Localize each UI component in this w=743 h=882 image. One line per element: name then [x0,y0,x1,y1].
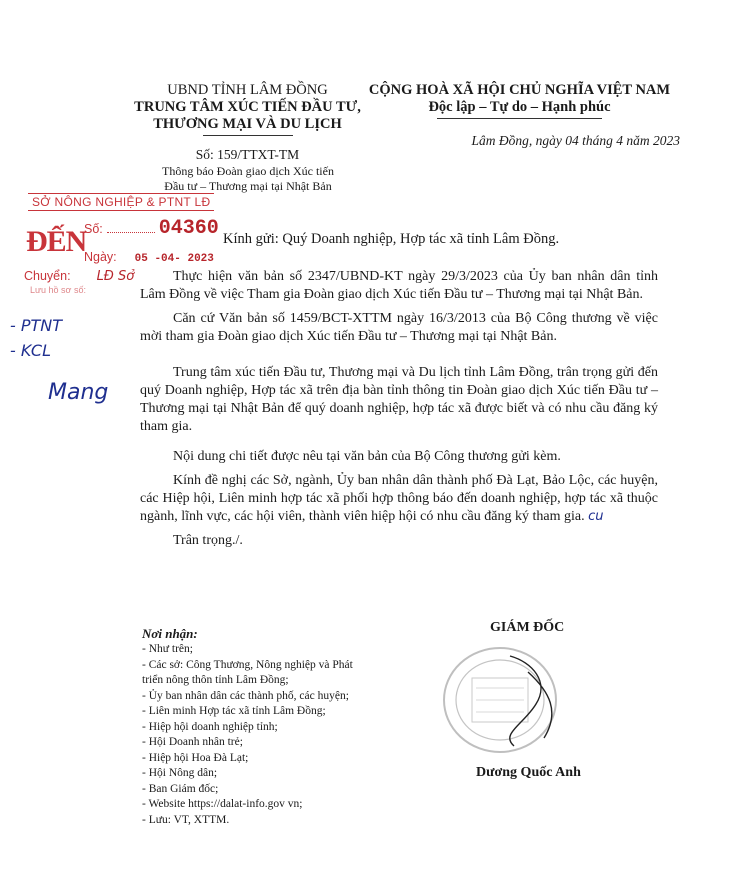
issuer-name-line1: TRUNG TÂM XÚC TIẾN ĐẦU TƯ, [134,99,361,115]
stamp-organization: SỞ NÔNG NGHIỆP & PTNT LĐ [28,193,214,211]
recipient-item: - Liên minh Hợp tác xã tỉnh Lâm Đồng; [142,705,326,717]
body-paragraph-1: Thực hiện văn bản số 2347/UBND-KT ngày 29/3/2023 của Ủy ban nhân dân tỉnh Lâm Đồng về việc Tham gia Đoàn giao dịch Xúc tiến Đầu tư – Thương mại tại Nhật Bản. [140,269,658,302]
director-title: GIÁM ĐỐC [490,620,565,635]
recipient-item: - Ủy ban nhân dân các thành phố, các huyện; [142,689,349,702]
body-paragraph-3: Trung tâm xúc tiến Đầu tư, Thương mại và Du lịch tỉnh Lâm Đồng, trân trọng gửi đến quý Doanh nghiệp, Hợp tác xã trên địa bàn tỉnh thông tin Đoàn giao dịch Xúc tiến Đầu tư – Thương mại tại Nhật Bản để quý doanh nghiệp, hợp tác xã được biết và có nhu cầu đăng ký tham gia. [140,365,658,434]
recipient-item: - Ban Giám đốc; [142,782,219,795]
recipient-item: - Các sở: Công Thương, Nông nghiệp và Phát [142,658,353,671]
stamp-den: ĐẾN [26,225,87,258]
recipient-item: - Lưu: VT, XTTM. [142,813,230,826]
stamp-date-row [84,248,214,266]
recipients-list [142,642,412,828]
recipient-item: - Hội Doanh nhân trẻ; [142,736,243,748]
greeting-line: Kính gửi: Quý Doanh nghiệp, Hợp tác xã tỉnh Lâm Đồng. [223,231,560,247]
recipient-item: - Hiệp hội Hoa Đà Lạt; [142,751,249,764]
national-header [362,82,677,119]
handwritten-note-2: - KCL [10,341,52,360]
stamp-forward-value: LĐ Sở [96,269,135,284]
stamp-forward-label: Chuyển: [24,269,71,283]
subject-line-1: Thông báo Đoàn giao dịch Xúc tiến [162,164,334,178]
document-number: Số: 159/TTXT-TM [195,147,300,162]
issuer-province: UBND TỈNH LÂM ĐỒNG [167,82,328,98]
body-paragraph-5 [140,472,658,526]
stamp-number-row [84,217,219,240]
national-motto: Độc lập – Tự do – Hạnh phúc [428,99,611,115]
document-date: Lâm Đồng, ngày 04 tháng 4 năm 2023 [471,133,680,148]
recipient-item: triển nông thôn tỉnh Lâm Đồng; [142,674,289,686]
stamp-number-value: 04360 [158,217,219,240]
recipient-item: - Hội Nông dân; [142,767,218,779]
recipient-item: - Như trên; [142,643,193,655]
closing-line: Trân trọng./. [173,533,243,548]
motto-underline [437,118,602,119]
issuer-header [125,82,370,136]
document-subject [128,164,368,194]
signer-name: Dương Quốc Anh [476,765,581,780]
national-title: CỘNG HOÀ XÃ HỘI CHỦ NGHĨA VIỆT NAM [368,82,671,98]
issuer-name-line2: THƯƠNG MẠI VÀ DU LỊCH [153,116,342,132]
body-paragraph-5-text: Kính đề nghị các Sở, ngành, Ủy ban nhân dân thành phố Đà Lạt, Bảo Lộc, các huyện, các Hiệp hội, Liên minh hợp tác xã phối hợp thông báo đến doanh nghiệp, hợp tác xã thuộc ngành, lĩnh vực, các hội viên, thành viên hiệp hội có nhu cầu đăng ký tham gia. [140,473,658,524]
stamp-date-value: 05 -04- 2023 [134,253,214,265]
body-paragraph-4: Nội dung chi tiết được nêu tại văn bản của Bộ Công thương gửi kèm. [173,449,561,464]
recipient-item: - Hiệp hội doanh nghiệp tỉnh; [142,720,278,733]
handwritten-initials: cu [588,509,604,524]
handwritten-scribble: Mang [48,380,109,405]
official-seal-icon [440,642,572,760]
stamp-extra-label: Lưu hồ sơ số: [30,285,86,295]
body-paragraph-2: Căn cứ Văn bản số 1459/BCT-XTTM ngày 16/3/2013 của Bộ Công thương về việc mời tham gia Đoàn giao dịch Xúc tiến Đầu tư – Thương mại tại Nhật Bản. [140,311,658,344]
stamp-date-label: Ngày: [84,250,117,264]
recipients-title: Nơi nhận: [142,626,198,641]
stamp-forward-row [24,267,134,285]
subject-line-2: Đầu tư – Thương mại tại Nhật Bản [164,179,332,193]
stamp-number-label: Số: [84,222,103,236]
issuer-underline [203,135,293,136]
recipient-item: - Website https://dalat-info.gov vn; [142,798,303,810]
letter-body [140,268,658,556]
handwritten-note-1: - PTNT [10,316,63,335]
